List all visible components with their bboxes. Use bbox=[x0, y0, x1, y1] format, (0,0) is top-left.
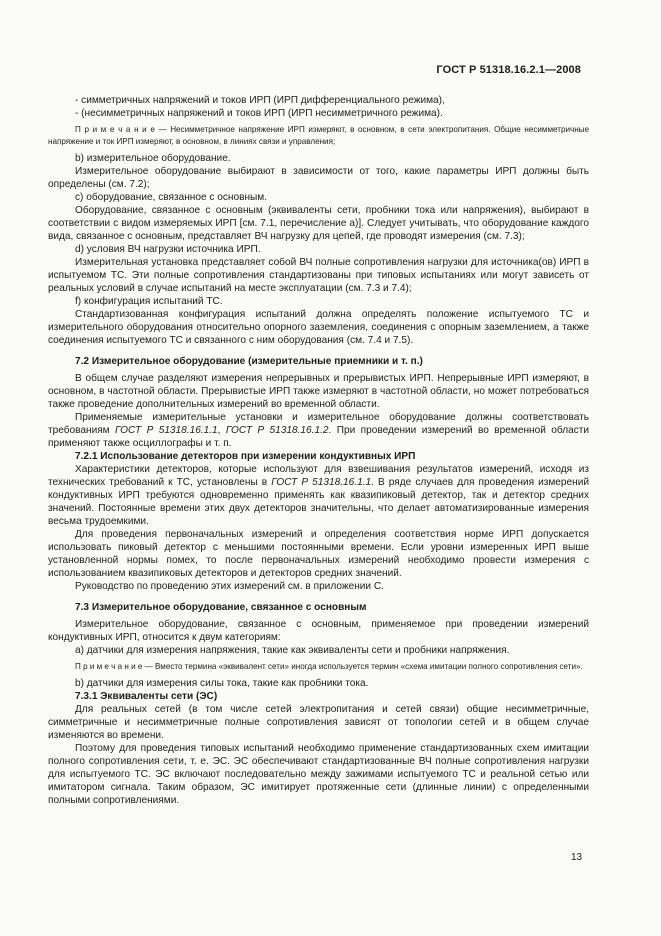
list-item-symmetric: - симметричных напряжений и токов ИРП (ИРП дифференциального режима), bbox=[75, 95, 445, 106]
item-b-current: b) датчики для измерения силы тока, такие как пробники тока. bbox=[75, 678, 369, 689]
paragraph bbox=[48, 463, 589, 528]
paragraph bbox=[48, 411, 589, 450]
item-b: b) измерительное оборудование. bbox=[75, 153, 231, 164]
note-text: — Вместо термина «эквивалент сети» иногда используется термин «схема имитации полного сопротивления сети». bbox=[142, 662, 583, 671]
note-label: П р и м е ч а н и е bbox=[75, 662, 143, 671]
text-run: . При проведении измерений во временной области применяют также осциллографы и т. п. bbox=[48, 425, 590, 449]
item-d: d) условия ВЧ нагрузки источника ИРП. bbox=[75, 244, 261, 255]
text-run: , bbox=[217, 425, 226, 436]
page-body bbox=[48, 94, 589, 807]
standard-reference: ГОСТ Р 51318.16.1.1 bbox=[271, 477, 372, 488]
item-f: f) конфигурация испытаний ТС. bbox=[75, 296, 223, 307]
section-heading-7-2: 7.2 Измерительное оборудование (измерительные приемники и т. п.) bbox=[75, 356, 423, 367]
document-code: ГОСТ Р 51318.16.2.1—2008 bbox=[436, 64, 581, 76]
section-heading-7-3: 7.3 Измерительное оборудование, связанное с основным bbox=[75, 602, 367, 613]
section-heading-7-3-1: 7.3.1 Эквиваленты сети (ЭС) bbox=[75, 691, 218, 702]
paragraph: Измерительное оборудование, связанное с основным, применяемое при проведении измерений кондуктивных ИРП, относится к двум категориям: bbox=[48, 619, 589, 643]
section-heading-7-2-1: 7.2.1 Использование детекторов при измерении кондуктивных ИРП bbox=[75, 451, 416, 462]
paragraph: Для проведения первоначальных измерений и определения соответствия норме ИРП допускается использовать пиковый детектор с меньшими постоянными времени. Если уровни измеренных ИРП выше установленной нормы помех, то после первоначальных измерений необходимо провести измерения с использованием квазипиковых детекторов и детекторов средних значений. bbox=[48, 529, 589, 579]
paragraph: Поэтому для проведения типовых испытаний необходимо применение стандартизованных схем имитации полного сопротивления сети, т. е. ЭС. ЭС обеспечивают стандартизованные ВЧ полные сопротивления нагрузки для испытуемого ТС. ЭС включают последовательно между зажимами испытуемого ТС и реальной сетью или имитатором сигнала. Таким образом, ЭС имитирует протяженные сети (длинные линии) с определенными полными сопротивлениями. bbox=[48, 743, 589, 806]
list-item-asymmetric: - (несимметричных напряжений и токов ИРП (ИРП несимметричного режима). bbox=[75, 108, 443, 119]
note-2 bbox=[48, 661, 589, 673]
paragraph: Руководство по проведению этих измерений см. в приложении С. bbox=[75, 581, 384, 592]
standard-reference: ГОСТ Р 51318.16.1.1 bbox=[115, 425, 218, 436]
paragraph: Измерительная установка представляет собой ВЧ полные сопротивления нагрузки для источника(ов) ИРП в испытуемом ТС. Эти полные сопротивления стандартизованы при типовых испытаниях или могут зависеть от реальных условий в случае испытаний на месте эксплуатации (см. 7.3 и 7.4); bbox=[48, 257, 589, 294]
text-run: Характеристики детекторов, которые используют для взвешивания результатов измерений, исходя из технических требований к ТС, установлены в bbox=[48, 464, 589, 488]
standard-reference: ГОСТ Р 51318.16.1.2 bbox=[225, 425, 329, 436]
paragraph: В общем случае разделяют измерения непрерывных и прерывистых ИРП. Непрерывные ИРП измеряют, в основном, в частотной области. Прерывистые ИРП также измеряют в частотной области, но может потребоваться также проведение дополнительных измерений во временной области. bbox=[48, 373, 589, 410]
page-number: 13 bbox=[571, 852, 583, 863]
paragraph: Для реальных сетей (в том числе сетей электропитания и сетей связи) общие несимметричные, симметричные и несимметричные полные сопротивления зависят от топологии сетей и в общем случае изменяются во времени. bbox=[48, 704, 589, 741]
note-1 bbox=[48, 124, 589, 148]
text-run: Применяемые измерительные установки и измерительное оборудование должны соответствовать требованиям bbox=[48, 412, 589, 436]
text-run: . В ряде случаев для проведения измерений кондуктивных ИРП требуются одновременно применять как квазипиковый детектор, так и детектор средних значений. Постоянные времени этих двух детекторов значительны, что делает автоматизированные измерения весьма трудоемкими. bbox=[48, 477, 589, 527]
paragraph: Измерительное оборудование выбирают в зависимости от того, какие параметры ИРП должны быть определены (см. 7.2); bbox=[48, 166, 589, 190]
item-a: а) датчики для измерения напряжения, такие как эквиваленты сети и пробники напряжения. bbox=[75, 645, 510, 656]
paragraph: Стандартизованная конфигурация испытаний должна определять положение испытуемого ТС и измерительного оборудования относительно опорного заземления, соединения с опорным заземлением, а также соединения испытуемого ТС и связанного с ним оборудования (см. 7.4 и 7.5). bbox=[48, 309, 589, 346]
note-label: П р и м е ч а н и е bbox=[75, 125, 155, 134]
paragraph: Оборудование, связанное с основным (эквиваленты сети, пробники тока или напряжения), выбирают в соответствии с видом измеряемых ИРП [см. 7.1, перечисление а)]. Следует учитывать, что оборудование каждого вида, связанное с основным, представляет ВЧ нагрузку для цепей, где проводят измерения (см. 7.3); bbox=[48, 205, 589, 242]
item-c: c) оборудование, связанное с основным. bbox=[75, 192, 268, 203]
note-text: — Несимметричное напряжение ИРП измеряют, в основном, в сети электропитания. Общие несимметричные напряжение и ток ИРП измеряют, в основном, в линиях связи и управления; bbox=[48, 125, 589, 146]
